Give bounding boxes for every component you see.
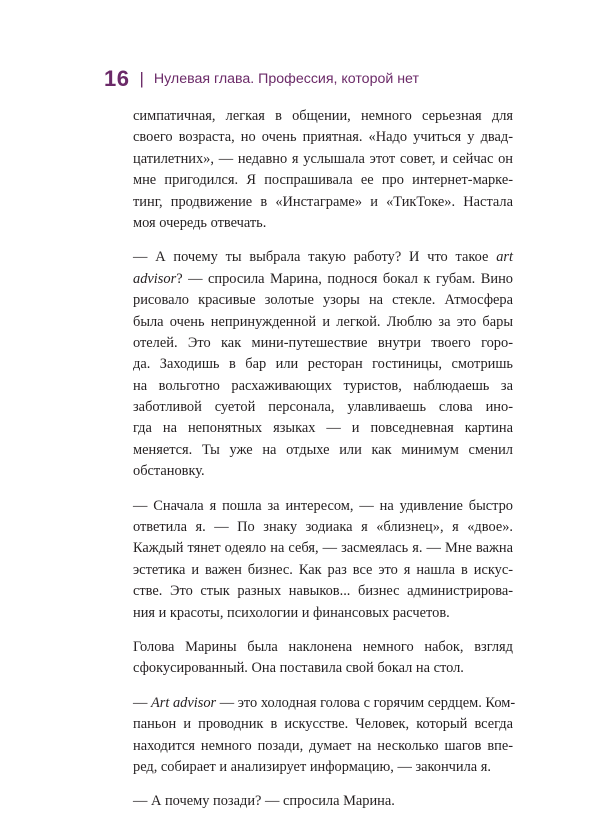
text-line: тинг, продвижение в «Инстаграме» и «ТикТоке». Настала	[133, 193, 513, 210]
text-line: мне пригодился. Я поспрашивала ее про интернет-марке-	[133, 172, 513, 189]
text-line: ред, собирает и анализирует информацию, — закончила я.	[133, 758, 492, 775]
running-head	[104, 64, 419, 94]
text-line: — Сначала я пошла за интересом, — на удивление быстро	[133, 497, 513, 514]
text-line	[133, 693, 516, 714]
text-line: обстановку.	[133, 463, 205, 480]
text-line: Голова Марины была наклонена немного набок, взгляд	[133, 638, 513, 655]
text-line: меняется. Ты уже на отдыхе или как минимум сменил	[133, 441, 513, 458]
text-line	[133, 269, 513, 290]
paragraph-4	[133, 637, 513, 680]
paragraph-6	[133, 791, 513, 812]
text-run: — А почему ты выбрала такую работу? И что такое	[133, 249, 497, 266]
text-line: ответила я. — По знаку зодиака я «близнец», я «двое».	[133, 519, 513, 536]
text-line: — А почему позади? — спросила Марина.	[133, 793, 395, 810]
header-separator: |	[139, 69, 144, 88]
text-line: симпатичная, легкая в общении, немного серьезная для	[133, 108, 513, 124]
text-line: рисовало красивые золотые узоры на стекле. Атмосфера	[133, 292, 513, 309]
text-line	[133, 247, 513, 268]
text-line: да. Заходишь в бар или ресторан гостиницы, смотришь	[133, 356, 513, 373]
text-line: сфокусированный. Она поставила свой бокал на стол.	[133, 660, 464, 677]
text-line: была очень непринужденной и легкой. Люблю за это бары	[133, 313, 513, 330]
italic-term: art	[496, 249, 513, 266]
text-line: паньон и проводник в искусстве. Человек, который всегда	[133, 716, 513, 733]
text-line: на вольготно расхаживающих туристов, наблюдаешь за	[133, 377, 513, 394]
paragraph-5	[133, 693, 516, 779]
text-run: ? — спросила Марина, поднося бокал к губам. Вино	[176, 270, 513, 287]
chapter-title: Нулевая глава. Профессия, которой нет	[153, 71, 419, 87]
text-run: — это холодная голова с горячим сердцем. Ком-	[216, 694, 516, 711]
text-line: моя очередь отвечать.	[133, 214, 267, 231]
paragraph-2	[133, 247, 513, 482]
body-text	[133, 106, 516, 826]
text-line: цатилетних», — недавно я услышала этот совет, и сейчас он	[133, 150, 513, 167]
text-line: эстетика и важен бизнес. Как раз все это я нашла в искус-	[133, 561, 513, 578]
text-run: —	[133, 694, 151, 711]
text-line: стве. Это стык разных навыков... бизнес администрирова-	[133, 583, 513, 600]
italic-term: advisor	[133, 270, 177, 287]
text-line: Каждый тянет одеяло на себя, — засмеялась я. — Мне важна	[133, 540, 513, 557]
text-line: гда на непонятных языках — и повседневная картина	[133, 420, 513, 437]
text-line: ния и красоты, психологии и финансовых расчетов.	[133, 604, 450, 621]
text-line: своего возраста, но очень приятная. «Надо учиться у двад-	[133, 129, 513, 146]
italic-term: Art advisor	[151, 694, 217, 711]
text-line: заботливой суетой персонала, улавливаешь слова ино-	[133, 399, 513, 416]
text-line: отелей. Это как мини-путешествие внутри твоего горо-	[133, 334, 513, 351]
paragraph-3	[133, 496, 513, 624]
paragraph-1	[133, 106, 513, 234]
text-line: находится немного позади, думает на несколько шагов впе-	[133, 737, 513, 754]
page-number: 16	[104, 66, 130, 91]
